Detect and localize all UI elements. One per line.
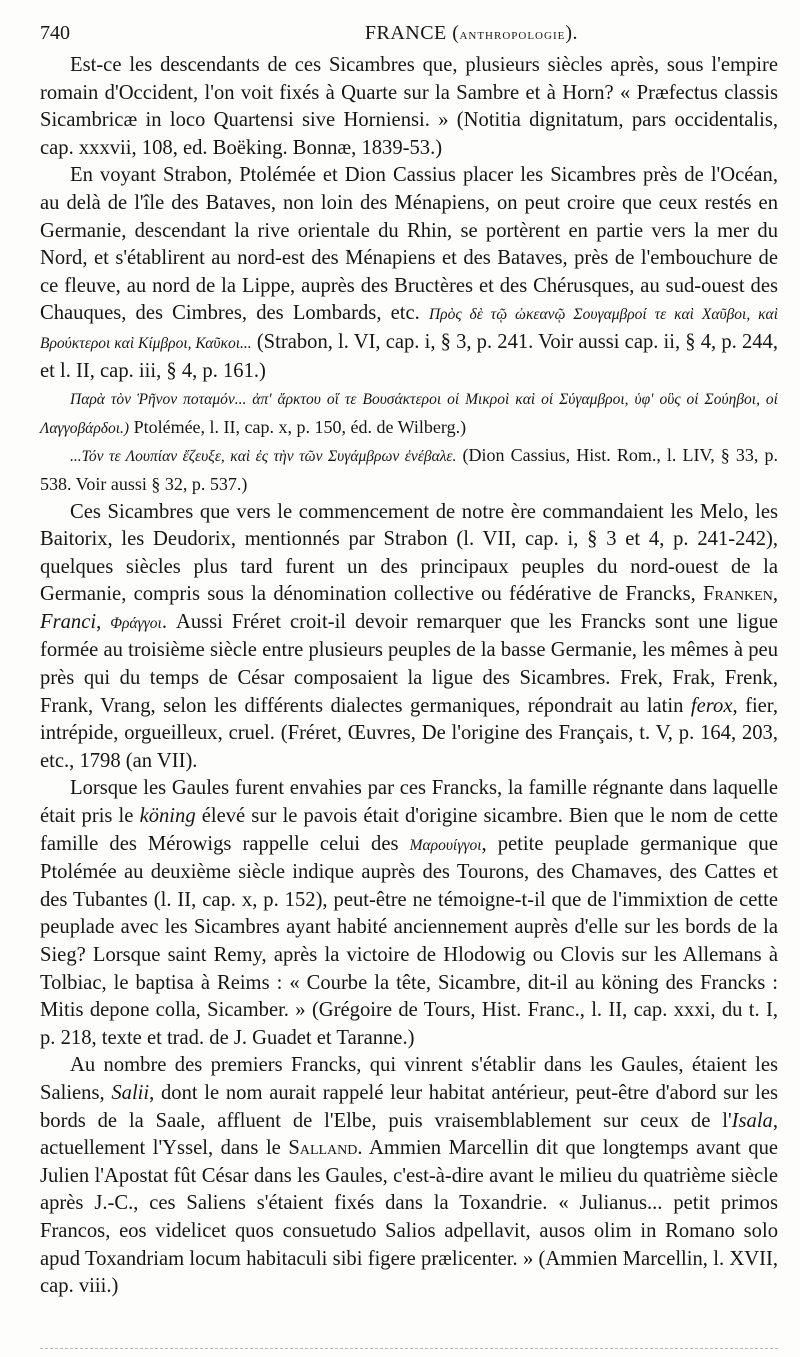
reference-dion: (Dion Cassius, Hist. Rom., l. LIV, § 33, p. 538. Voir aussi § 32, p. 537.) <box>40 445 779 494</box>
paragraph-7-text-a: Au nombre des premiers Francks, qui vinrent s'établir dans les Gaules, étaient les Saliens, <box>40 1054 778 1104</box>
paragraph-5-text-a: Ces Sicambres que vers le commencement de notre ère commandaient les Melo, les Baitorix, les Deudorix, mentionnés par Strabon (l. VII, cap. i, § 3 et 4, p. 241-242), quelques siècles plus tard furent un des principaux peuples du nord-ouest de la Germanie, compris sous la dénomination collective ou fédérative de Francks, <box>40 500 778 606</box>
paragraph-5: Ces Sicambres que vers le commencement de notre ère commandaient les Melo, les Baitorix, les Deudorix, mentionnés par Strabon (l. VII, cap. i, § 3 et 4, p. 241-242), quelques siècles plus tard furent un des principaux peuples du nord-ouest de la Germanie, compris sous la dénomination collective ou fédérative de Francks, Franken, Franci, Φράγγοι. Aussi Fréret croit-il devoir remarquer que les Francks sont une ligue formée au troisième siècle entre plusieurs peuples de la basse Germanie, les mêmes à peu près qui du temps de César composaient la ligue des Sicambres. Frek, Frak, Frenk, Frank, Vrang, selon les différents dialectes germaniques, répondrait au latin ferox, fier, intrépide, orgueilleux, cruel. (Fréret, Œuvres, De l'origine des Français, t. V, p. 164, 203, etc., 1798 (an VII). <box>40 500 779 772</box>
paragraph-2-text: En voyant Strabon, Ptolémée et Dion Cassius placer les Sicambres près de l'Océan, au delà de l'île des Bataves, non loin des Ménapiens, on peut croire que ceux restés en Germanie, descendant la rive orientale du Rhin, se portèrent en partie vers la mer du Nord, et s'établirent au nord-est des Ménapiens et des Bataves, près de l'embouchure de ce fleuve, au nord de la Lippe, auprès des Bructères et des Chérusques, au sud-ouest des Chauques, des Cimbres, des Lombards, etc. <box>40 164 778 325</box>
paragraph-6-text-c: , petite peuplade germanique que Ptolémée au deuxième siècle indique auprès des Tourons, des Chamaves, des Cattes et des Tubantes (l. II, cap. x, p. 152), peut-être ne témoigne-t-il que de l'immixtion de cette peuplade avec les Sicambres ayant habité anciennement auprès d'elle sur les bords de la Sieg? Lorsque saint Remy, après la victoire de Hlodowig ou Clovis sur les Allemans à Tolbiac, le baptisa à Reims : « Courbe la tête, Sicambre, dit-il au köning des Francks : Mitis depone colla, Sicamber. » (Grégoire de Tours, Hist. Franc., l. II, cap. xxxi, du t. I, p. 218, texte et trad. de J. Guadet et Taranne.) <box>40 832 778 1049</box>
greek-quote-ptolemee: Παρὰ τὸν Ῥῆνον ποταμόν... ἀπ' ἄρκτου οἵ τε Βουσάκτεροι οἱ Μικροὶ καὶ οἱ Σύγαμβροι, ὑφ' οὓς οἱ Σούηβοι, οἱ Λαγγοβάρδοι.) <box>40 391 778 437</box>
term-greek-phragoi: Φράγγοι <box>110 614 162 632</box>
paragraph-6 <box>40 775 778 1052</box>
term-ferox: ferox <box>690 694 733 717</box>
term-franken: Franken <box>703 583 773 606</box>
running-head-subject: anthropologie <box>459 27 566 43</box>
paragraph-5-text-b: . Aussi Fréret croit-il devoir remarquer que les Francks sont une ligue formée au troisième siècle entre plusieurs peuples de la basse Germanie, les mêmes à peu près qui du temps de César composaient la ligue des Sicambres. Frek, Frak, Frenk, Frank, Vrang, selon les différents dialectes germaniques, répondrait au latin <box>40 610 779 717</box>
term-salland: Salland <box>288 1137 358 1160</box>
greek-quote-dion: ...Τόν τε Λουπίαν ἔζευξε, καὶ ἐς τὴν τῶν Συγάμβρων ἐνέβαλε. <box>70 448 457 466</box>
greek-quote-strabon: Πρὸς δὲ τῷ ὠκεανῷ Σουγαμβροί τε καὶ Χαῦβοι, καὶ Βρούκτεροι καὶ Κίμβροι, Καῦκοι... <box>40 306 779 352</box>
paragraph-6-text-b: élevé sur le pavois était d'origine sicambre. Bien que le nom de cette famille des Mérowigs rappelle celui des <box>40 805 779 855</box>
paragraph-5-text-c: , fier, intrépide, orgueilleux, cruel. (Fréret, Œuvres, De l'origine des Français, t. V, p. 164, 203, etc., 1798 (an VII). <box>40 694 778 772</box>
reference-strabon: (Strabon, l. VI, cap. i, § 3, p. 241. Voir aussi cap. ii, § 4, p. 244, et l. II, cap. iii, § 4, p. 161.) <box>40 330 778 382</box>
term-koning: köning <box>139 805 196 828</box>
bottom-rule <box>40 1348 778 1349</box>
page-header <box>40 22 778 52</box>
running-head-main: FRANCE ( <box>364 22 460 44</box>
paragraph-2 <box>40 162 778 385</box>
reference-ptolemee: Ptolémée, l. II, cap. x, p. 150, éd. de Wilberg.) <box>133 416 467 437</box>
running-head-end: ). <box>565 22 578 44</box>
paragraph-3 <box>40 385 778 442</box>
paragraph-7 <box>40 1052 778 1300</box>
running-head <box>365 22 578 45</box>
term-franci: Franci <box>40 610 97 633</box>
term-isala: Isala <box>731 1109 773 1132</box>
paragraph-4 <box>40 442 778 498</box>
page-number: 740 <box>40 22 70 44</box>
paragraph-7-text-b: , dont le nom aurait rappelé leur habitat antérieur, peut-être d'abord sur les bords de la Saale, affluent de l'Elbe, puis vraisemblablement sur ceux de l' <box>40 1081 778 1132</box>
term-salii: Salii <box>111 1081 150 1104</box>
body-text <box>40 52 778 1301</box>
paragraph-7-text-c: , actuellement l'Yssel, dans le <box>40 1109 778 1160</box>
paragraph-7-text-d: . Ammien Marcellin dit que longtemps avant que Julien l'Apostat fût César dans les Gaules, c'est-à-dire avant le milieu du quatrième siècle après J.-C., ces Saliens s'étaient fixés dans la Toxandrie. « Julianus... petit primos Francos, eos videlicet quos consuetudo Salios adpellavit, ausos olim in Romano solo apud Toxandriam locum habitaculi sibi figere prælicenter. » (Ammien Marcellin, l. XVII, cap. viii.) <box>40 1137 779 1298</box>
paragraph-1: Est-ce les descendants de ces Sicambres que, plusieurs siècles après, sous l'empire romain d'Occident, l'on voit fixés à Quarte sur la Sambre et à Horn? « Præfectus classis Sicambricæ in loco Quartensi sive Horniensi. » (Notitia dignitatum, pars occidentalis, cap. xxxvii, 108, ed. Boëking. Bonnæ, 1839-53.) <box>40 54 778 159</box>
term-greek-marouingoi: Μαρουίγγοι <box>409 836 482 854</box>
paragraph-6-text-a: Lorsque les Gaules furent envahies par ces Francks, la famille régnante dans laquelle était pris le <box>40 777 778 828</box>
